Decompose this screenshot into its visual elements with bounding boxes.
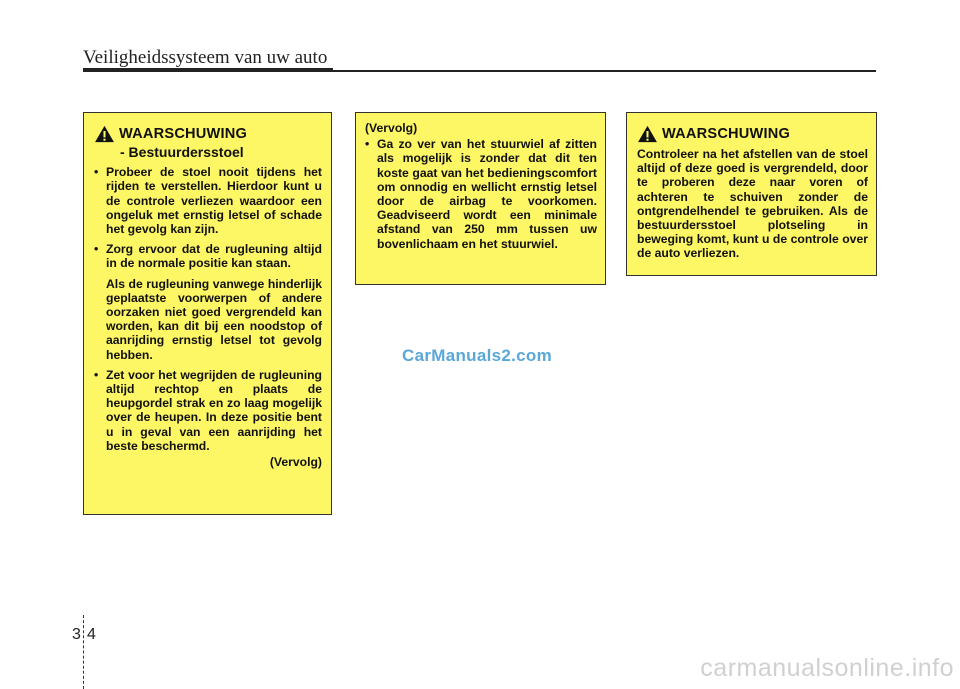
list-item [94,165,322,236]
header-rule-thick [83,68,333,72]
list-item [94,242,322,270]
page-divider-line [83,615,84,689]
page-section: 3 [72,626,81,643]
footer-site-watermark[interactable]: carmanualsonline.info [700,654,954,682]
header-rule-thin [333,70,876,72]
warning-box-continued [355,112,606,285]
warning-triangle-icon [94,125,115,143]
list-item-text: Zet voor het wegrijden de rugleuning altijd rechtop en plaats de heupgordel strak en zo laag mogelijk over de heupen. In deze positie bent u in geval van een aanrijding het beste beschermd. [106,367,322,453]
page-index: 4 [87,626,96,643]
bullet-dot: • [94,242,99,257]
warning-subtitle: - Bestuurdersstoel [120,144,244,160]
continued-label: (Vervolg) [365,121,418,135]
warning-title: WAARSCHUWING [662,125,791,142]
page-number [69,626,99,644]
warning-box-seat-lock [626,112,877,276]
warning-title: WAARSCHUWING [119,125,248,142]
bullet-dot: • [365,137,370,152]
warning-triangle-icon [637,125,658,143]
bullet-dot: • [94,367,99,382]
list-item [94,368,322,453]
warning-header [94,125,322,143]
list-item-text: Probeer de stoel nooit tijdens het rijden te verstellen. Hierdoor kunt u de controle verliezen waardoor een ongeluk met ernstig letsel of schade het gevolg kan zijn. [106,165,322,237]
watermark-link[interactable]: CarManuals2.com [402,346,552,365]
page-header-title: Veiligheidssysteem van uw auto [83,47,328,68]
warning-header [637,125,868,143]
list-item [365,137,597,251]
warning-box-driver-seat [83,112,332,515]
continued-label: (Vervolg) [269,455,322,470]
list-item-text: Ga zo ver van het stuurwiel af zitten als mogelijk is zonder dat dit ten koste gaat van het bedieningscomfort om onnodig en wellicht ernstig letsel door de airbag te voorkomen. Geadviseerd wordt een minimale afstand van 250 mm tussen uw bovenlichaam en het stuurwiel. [377,137,597,251]
warning-text: Controleer na het afstellen van de stoel altijd of deze goed is vergrendeld, door te proberen deze naar voren of achteren te schuiven zonder de ontgrendelhendel te gebruiken. Als de bestuurdersstoel plotseling in beweging komt, kunt u de controle over de auto verliezen. [637,147,868,261]
warning-paragraph: Als de rugleuning vanwege hinderlijk geplaatste voorwerpen of andere oorzaken niet goed vergrendeld kan worden, kan dit bij een noodstop of aanrijding ernstig letsel tot gevolg hebben. [106,276,322,362]
list-item-text: Zorg ervoor dat de rugleuning altijd in de normale positie kan staan. [106,242,322,271]
bullet-dot: • [94,165,99,180]
